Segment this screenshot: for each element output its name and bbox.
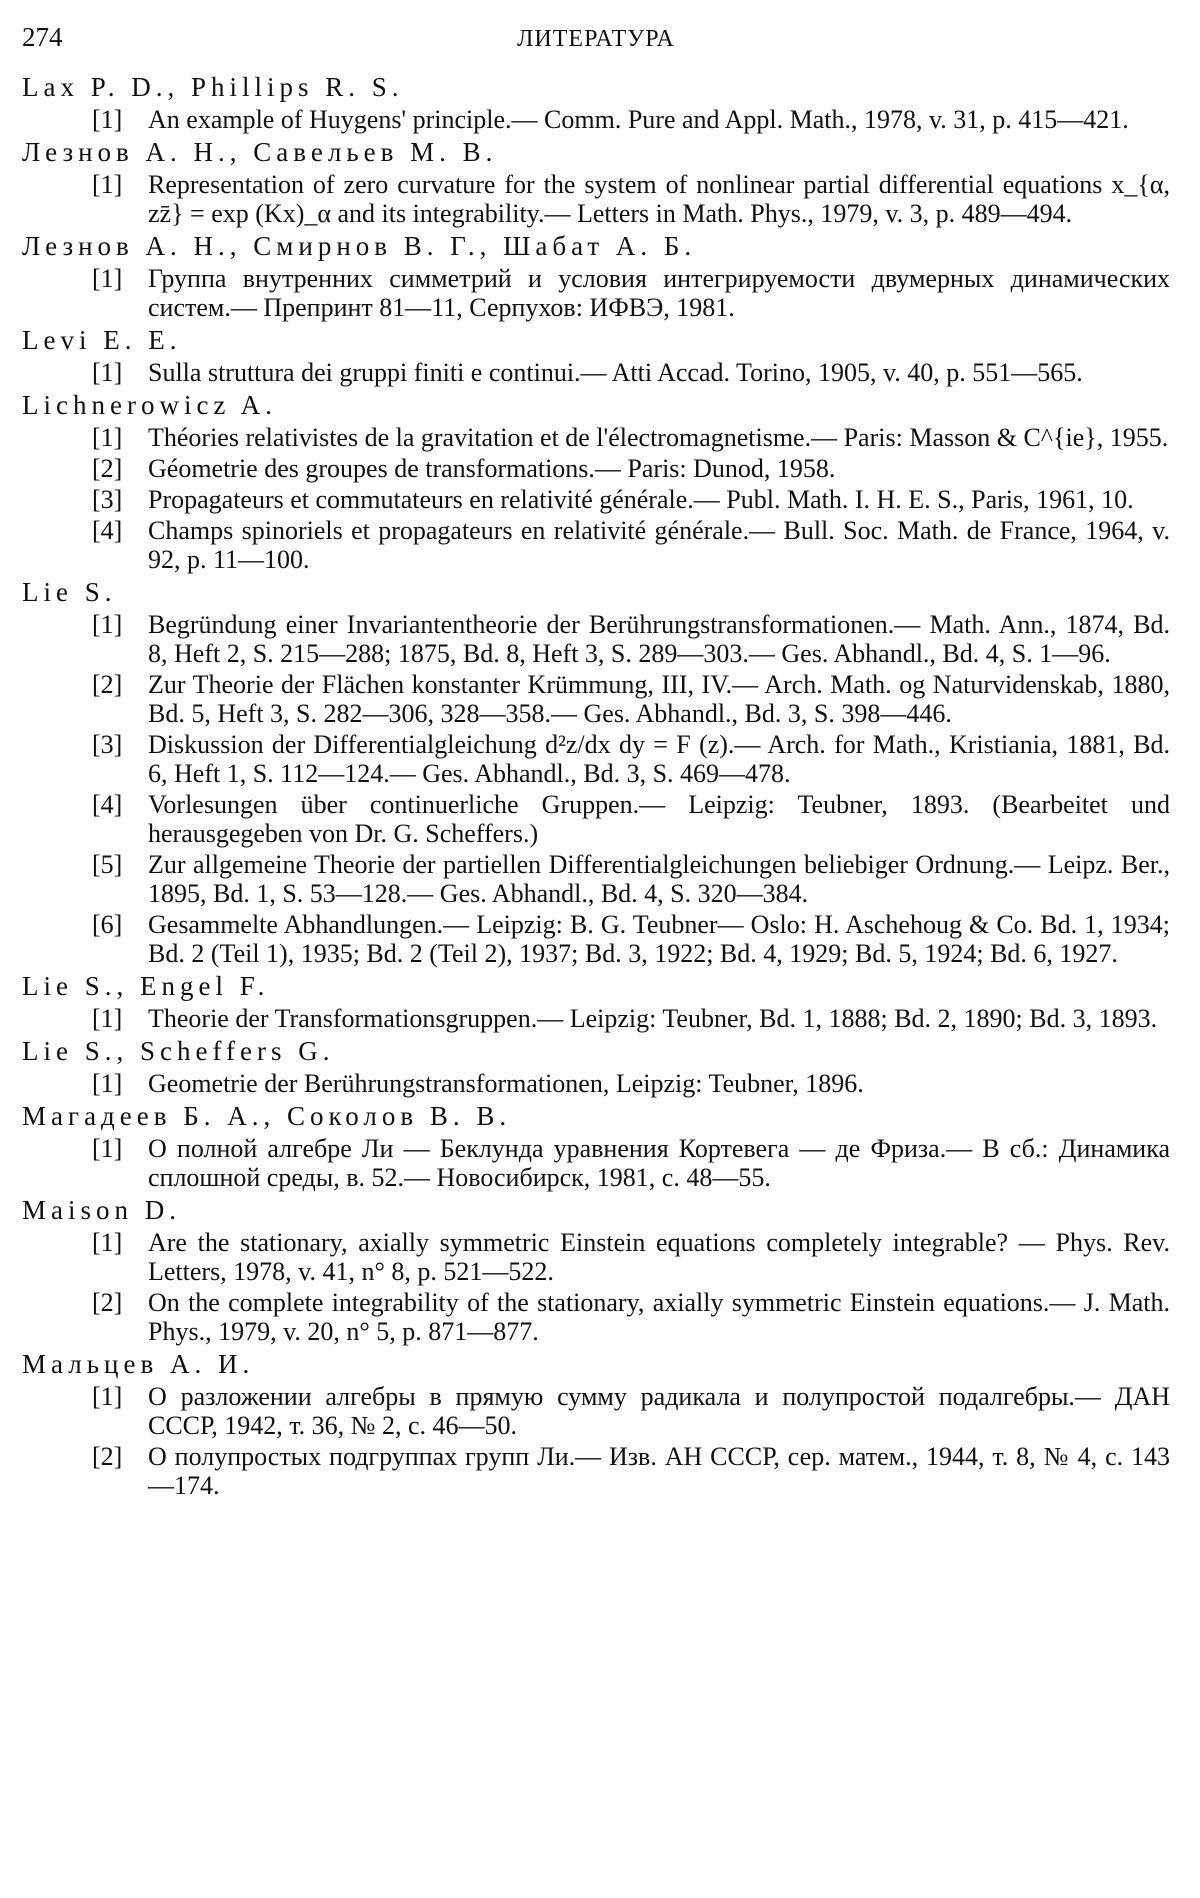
entry-number: [1] [92, 1134, 123, 1163]
entry-text: Diskussion der Differentialgleichung d²z/dx dy = F (z).— Arch. for Math., Kristiania, 1881, Bd. 6, Heft 1, S. 112—124.— Ges. Abhandl., Bd. 3, S. 469—478. [148, 730, 1170, 788]
entry-text: Theorie der Transformationsgruppen.— Leipzig: Teubner, Bd. 1, 1888; Bd. 2, 1890; Bd. 3, 1893. [148, 1004, 1158, 1033]
entry-number: [2] [92, 670, 123, 699]
entry-number: [2] [92, 1442, 123, 1471]
entry-number: [1] [92, 423, 123, 452]
bibliography-author-block [22, 325, 1170, 387]
entry-number: [3] [92, 730, 123, 759]
entry-text: Propagateurs et commutateurs en relativité générale.— Publ. Math. I. H. E. S., Paris, 1961, 10. [148, 485, 1134, 514]
entry-text: Begründung einer Invariantentheorie der Berührungstransformationen.— Math. Ann., 1874, Bd. 8, Heft 2, S. 215—288; 1875, Bd. 8, Heft 3, S. 289—303.— Ges. Abhandl., Bd. 4, S. 1—96. [148, 610, 1170, 668]
bibliography-entry [92, 610, 1170, 668]
bibliography-author-block [22, 1349, 1170, 1500]
entry-text: Zur allgemeine Theorie der partiellen Differentialgleichungen beliebiger Ordnung.— Leipz. Ber., 1895, Bd. 1, S. 53—128.— Ges. Abhandl., Bd. 4, S. 320—384. [148, 850, 1170, 908]
entry-text: Zur Theorie der Flächen konstanter Krümmung, III, IV.— Arch. Math. og Naturvidenskab, 1880, Bd. 5, Heft 3, S. 282—306, 328—358.— Ges. Abhandl., Bd. 3, S. 398—446. [148, 670, 1170, 728]
bibliography-author-block [22, 390, 1170, 574]
entry-text: Группа внутренних симметрий и условия интегрируемости двумерных динамических систем.— Препринт 81—11, Серпухов: ИФВЭ, 1981. [148, 264, 1170, 322]
entry-number: [1] [92, 1069, 123, 1098]
author-name: Лезнов А. Н., Савельев М. В. [22, 137, 498, 167]
bibliography-entry [92, 264, 1170, 322]
running-title: ЛИТЕРАТУРА [517, 26, 675, 52]
entry-text: О полупростых подгруппах групп Ли.— Изв. АН СССР, сер. матем., 1944, т. 8, № 4, с. 143—174. [148, 1442, 1170, 1500]
bibliography-entry [92, 1382, 1170, 1440]
bibliography-author-block [22, 72, 1170, 134]
bibliography-entry [92, 1228, 1170, 1286]
entry-number: [1] [92, 358, 123, 387]
entry-number: [4] [92, 790, 123, 819]
bibliography-entry [92, 730, 1170, 788]
entry-number: [1] [92, 264, 123, 293]
author-name: Levi E. E. [22, 325, 182, 355]
author-name: Lie S. [22, 577, 117, 607]
bibliography-entry [92, 516, 1170, 574]
entry-text: О полной алгебре Ли — Беклунда уравнения Кортевега — де Фриза.— В сб.: Динамика сплошной среды, в. 52.— Новосибирск, 1981, с. 48—55. [148, 1134, 1170, 1192]
entry-number: [1] [92, 1004, 123, 1033]
entry-text: An example of Huygens' principle.— Comm. Pure and Appl. Math., 1978, v. 31, p. 415—421. [148, 105, 1129, 134]
bibliography-entry [92, 1004, 1170, 1033]
author-name: Магадеев Б. А., Соколов В. В. [22, 1101, 512, 1131]
author-name: Lie S., Scheffers G. [22, 1036, 335, 1066]
bibliography-entry [92, 1288, 1170, 1346]
bibliography-entry [92, 485, 1170, 514]
entry-text: Geometrie der Berührungstransformationen, Leipzig: Teubner, 1896. [148, 1069, 864, 1098]
bibliography-entry [92, 790, 1170, 848]
entry-number: [6] [92, 910, 123, 939]
entry-text: Sulla struttura dei gruppi finiti e continui.— Atti Accad. Torino, 1905, v. 40, p. 551—565. [148, 358, 1083, 387]
author-name: Maison D. [22, 1195, 181, 1225]
bibliography-author-block [22, 1036, 1170, 1098]
entry-number: [1] [92, 170, 123, 199]
entry-text: Théories relativistes de la gravitation et de l'électromagnetisme.— Paris: Masson & C^{ie}, 1955. [148, 423, 1169, 452]
entry-number: [3] [92, 485, 123, 514]
entry-number: [1] [92, 105, 123, 134]
bibliography-entry [92, 850, 1170, 908]
author-name: Lax P. D., Phillips R. S. [22, 72, 404, 102]
author-name: Lie S., Engel F. [22, 971, 270, 1001]
entry-number: [4] [92, 516, 123, 545]
bibliography-entry [92, 670, 1170, 728]
bibliography-entry [92, 358, 1170, 387]
author-name: Мальцев А. И. [22, 1349, 255, 1379]
entry-text: О разложении алгебры в прямую сумму радикала и полупростой подалгебры.— ДАН СССР, 1942, т. 36, № 2, с. 46—50. [148, 1382, 1170, 1440]
page-number: 274 [22, 22, 63, 52]
entry-number: [2] [92, 1288, 123, 1317]
bibliography-author-block [22, 1195, 1170, 1346]
bibliography-entry [92, 423, 1170, 452]
bibliography-author-block [22, 577, 1170, 968]
bibliography-entry [92, 170, 1170, 228]
entry-text: Gesammelte Abhandlungen.— Leipzig: B. G. Teubner— Oslo: H. Aschehoug & Co. Bd. 1, 1934; Bd. 2 (Teil 1), 1935; Bd. 2 (Teil 2), 1937; Bd. 3, 1922; Bd. 4, 1929; Bd. 5, 1924; Bd. 6, 1927. [148, 910, 1170, 968]
bibliography-author-block [22, 1101, 1170, 1192]
bibliography-entry [92, 910, 1170, 968]
bibliography [22, 72, 1170, 1500]
author-name: Lichnerowicz A. [22, 390, 277, 420]
bibliography-entry [92, 1134, 1170, 1192]
entry-number: [5] [92, 850, 123, 879]
entry-number: [1] [92, 1382, 123, 1411]
entry-text: Representation of zero curvature for the system of nonlinear partial differential equations x_{α, zz̄} = exp (Kx)_α and its integrability.— Letters in Math. Phys., 1979, v. 3, p. 489—494. [148, 170, 1170, 228]
entry-text: Are the stationary, axially symmetric Einstein equations completely integrable? — Phys. Rev. Letters, 1978, v. 41, n° 8, p. 521—522. [148, 1228, 1170, 1286]
entry-text: Géometrie des groupes de transformations.— Paris: Dunod, 1958. [148, 454, 836, 483]
entry-text: Champs spinoriels et propagateurs en relativité générale.— Bull. Soc. Math. de France, 1964, v. 92, p. 11—100. [148, 516, 1170, 574]
bibliography-entry [92, 454, 1170, 483]
author-name: Лезнов А. Н., Смирнов В. Г., Шабат А. Б. [22, 231, 697, 261]
page-header [22, 22, 1170, 62]
entry-number: [2] [92, 454, 123, 483]
bibliography-entry [92, 1442, 1170, 1500]
bibliography-author-block [22, 971, 1170, 1033]
bibliography-entry [92, 105, 1170, 134]
entry-text: Vorlesungen über continuerliche Gruppen.— Leipzig: Teubner, 1893. (Bearbeitet und herausgegeben von Dr. G. Scheffers.) [148, 790, 1170, 848]
entry-text: On the complete integrability of the stationary, axially symmetric Einstein equations.— J. Math. Phys., 1979, v. 20, n° 5, p. 871—877. [148, 1288, 1170, 1346]
entry-number: [1] [92, 1228, 123, 1257]
bibliography-entry [92, 1069, 1170, 1098]
bibliography-author-block [22, 137, 1170, 228]
bibliography-author-block [22, 231, 1170, 322]
entry-number: [1] [92, 610, 123, 639]
